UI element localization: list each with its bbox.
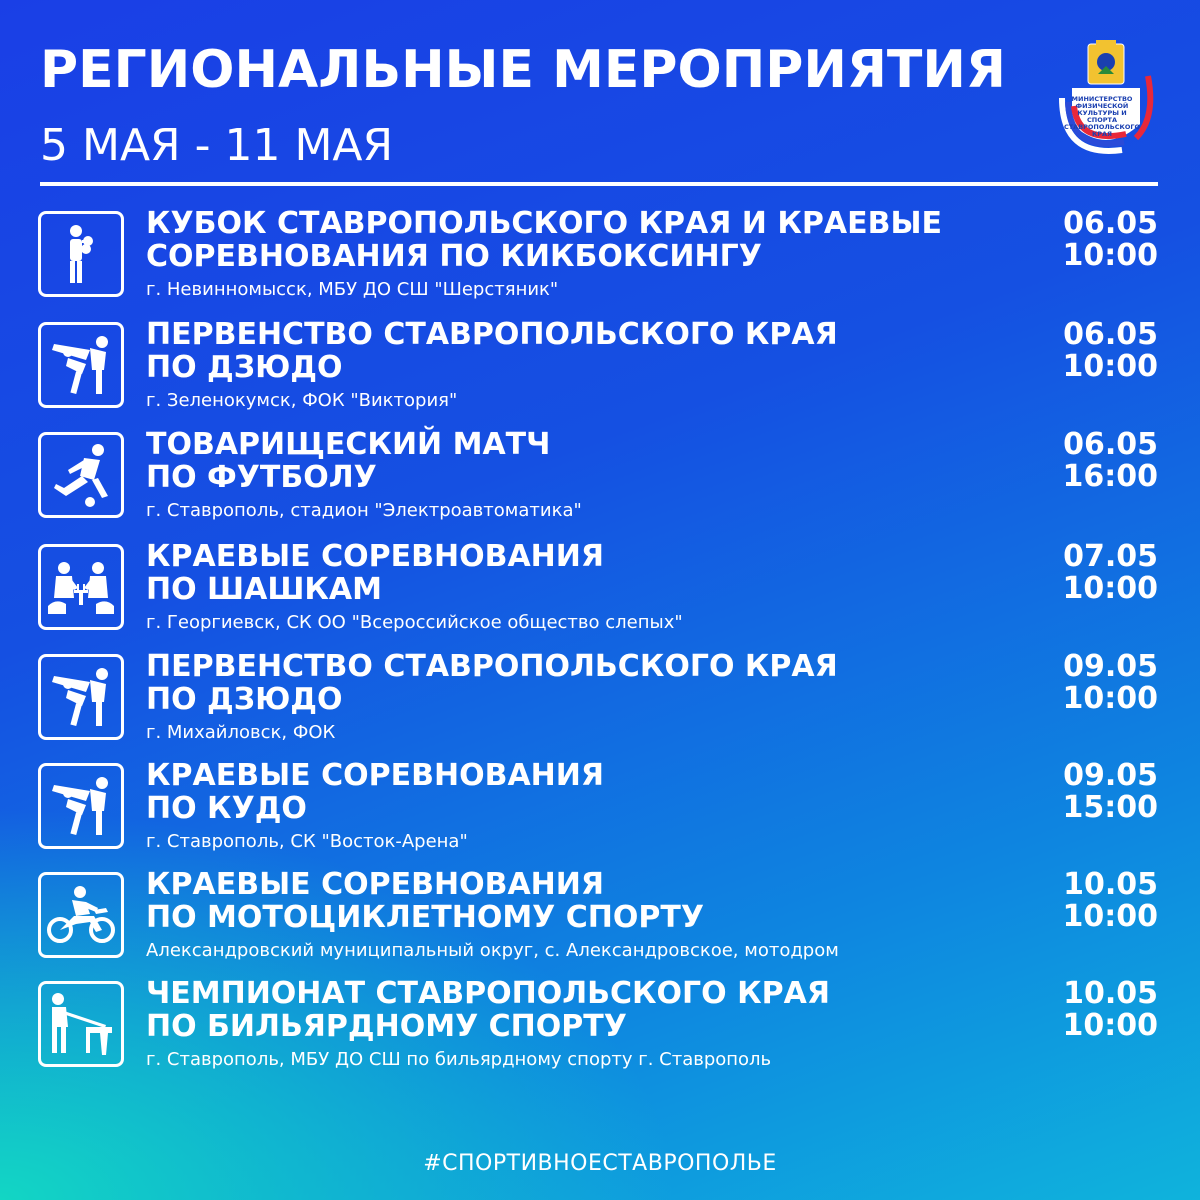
event-item xyxy=(0,539,1200,644)
event-location: г. Ставрополь, МБУ ДО СШ по бильярдному спорту г. Ставрополь xyxy=(146,1049,772,1070)
event-title-line: ПО БИЛЬЯРДНОМУ СПОРТУ xyxy=(146,1009,627,1044)
event-title-line: ТОВАРИЩЕСКИЙ МАТЧ xyxy=(146,427,551,462)
event-title-line: КРАЕВЫЕ СОРЕВНОВАНИЯ xyxy=(146,867,604,902)
event-title-line: ПО ШАШКАМ xyxy=(146,572,382,607)
event-location: г. Ставрополь, стадион "Электроавтоматика" xyxy=(146,500,582,521)
kudo-icon xyxy=(38,763,124,849)
event-date: 09.05 xyxy=(1063,649,1158,684)
motorcycle-icon xyxy=(38,872,124,958)
event-time: 10:00 xyxy=(1062,1008,1158,1043)
event-time: 15:00 xyxy=(1062,790,1158,825)
footer-hashtag: #СПОРТИВНОЕСТАВРОПОЛЬЕ xyxy=(423,1151,777,1176)
event-item xyxy=(0,427,1200,532)
event-date: 10.05 xyxy=(1063,867,1158,902)
event-location: г. Зеленокумск, ФОК "Виктория" xyxy=(146,390,458,411)
event-title-line: КРАЕВЫЕ СОРЕВНОВАНИЯ xyxy=(146,539,604,574)
event-title-line: ПО КУДО xyxy=(146,791,307,826)
event-item xyxy=(0,976,1200,1081)
date-range: 5 МАЯ - 11 МАЯ xyxy=(40,120,394,171)
event-time: 10:00 xyxy=(1062,899,1158,934)
event-location: г. Михайловск, ФОК xyxy=(146,722,336,743)
checkers-icon xyxy=(38,544,124,630)
event-title-line: СОРЕВНОВАНИЯ ПО КИКБОКСИНГУ xyxy=(146,239,762,274)
event-location: г. Георгиевск, СК ОО "Всероссийское общество слепых" xyxy=(146,612,683,633)
event-title-line: ПЕРВЕНСТВО СТАВРОПОЛЬСКОГО КРАЯ xyxy=(146,649,838,684)
event-location: Александровский муниципальный округ, с. Александровское, мотодром xyxy=(146,940,839,961)
page-title: РЕГИОНАЛЬНЫЕ МЕРОПРИЯТИЯ xyxy=(40,40,1006,100)
logo-caption: МИНИСТЕРСТВО ФИЗИЧЕСКОЙ КУЛЬТУРЫ И СПОРТА СТАВРОПОЛЬСКОГО КРАЯ xyxy=(1063,95,1141,138)
event-time: 10:00 xyxy=(1062,571,1158,606)
event-location: г. Невинномысск, МБУ ДО СШ "Шерстяник" xyxy=(146,279,559,300)
event-title-line: ПЕРВЕНСТВО СТАВРОПОЛЬСКОГО КРАЯ xyxy=(146,317,838,352)
event-time: 10:00 xyxy=(1062,349,1158,384)
event-date: 06.05 xyxy=(1063,206,1158,241)
kickboxing-icon xyxy=(38,211,124,297)
event-date: 09.05 xyxy=(1063,758,1158,793)
event-title-line: КРАЕВЫЕ СОРЕВНОВАНИЯ xyxy=(146,758,604,793)
event-date: 07.05 xyxy=(1063,539,1158,574)
event-date: 10.05 xyxy=(1063,976,1158,1011)
event-time: 16:00 xyxy=(1062,459,1158,494)
event-item xyxy=(0,758,1200,863)
event-location: г. Ставрополь, СК "Восток-Арена" xyxy=(146,831,468,852)
judo-icon xyxy=(38,322,124,408)
billiards-icon xyxy=(38,981,124,1067)
football-icon xyxy=(38,432,124,518)
event-title-line: ПО ДЗЮДО xyxy=(146,682,343,717)
event-date: 06.05 xyxy=(1063,427,1158,462)
event-date: 06.05 xyxy=(1063,317,1158,352)
event-title-line: ЧЕМПИОНАТ СТАВРОПОЛЬСКОГО КРАЯ xyxy=(146,976,830,1011)
event-title-line: ПО МОТОЦИКЛЕТНОМУ СПОРТУ xyxy=(146,900,704,935)
event-time: 10:00 xyxy=(1062,238,1158,273)
event-item xyxy=(0,206,1200,311)
event-title-line: ПО ДЗЮДО xyxy=(146,350,343,385)
judo-icon xyxy=(38,654,124,740)
event-item xyxy=(0,317,1200,422)
event-time: 10:00 xyxy=(1062,681,1158,716)
event-title-line: КУБОК СТАВРОПОЛЬСКОГО КРАЯ И КРАЕВЫЕ xyxy=(146,206,943,241)
event-item xyxy=(0,867,1200,972)
event-title-line: ПО ФУТБОЛУ xyxy=(146,460,377,495)
event-item xyxy=(0,649,1200,754)
